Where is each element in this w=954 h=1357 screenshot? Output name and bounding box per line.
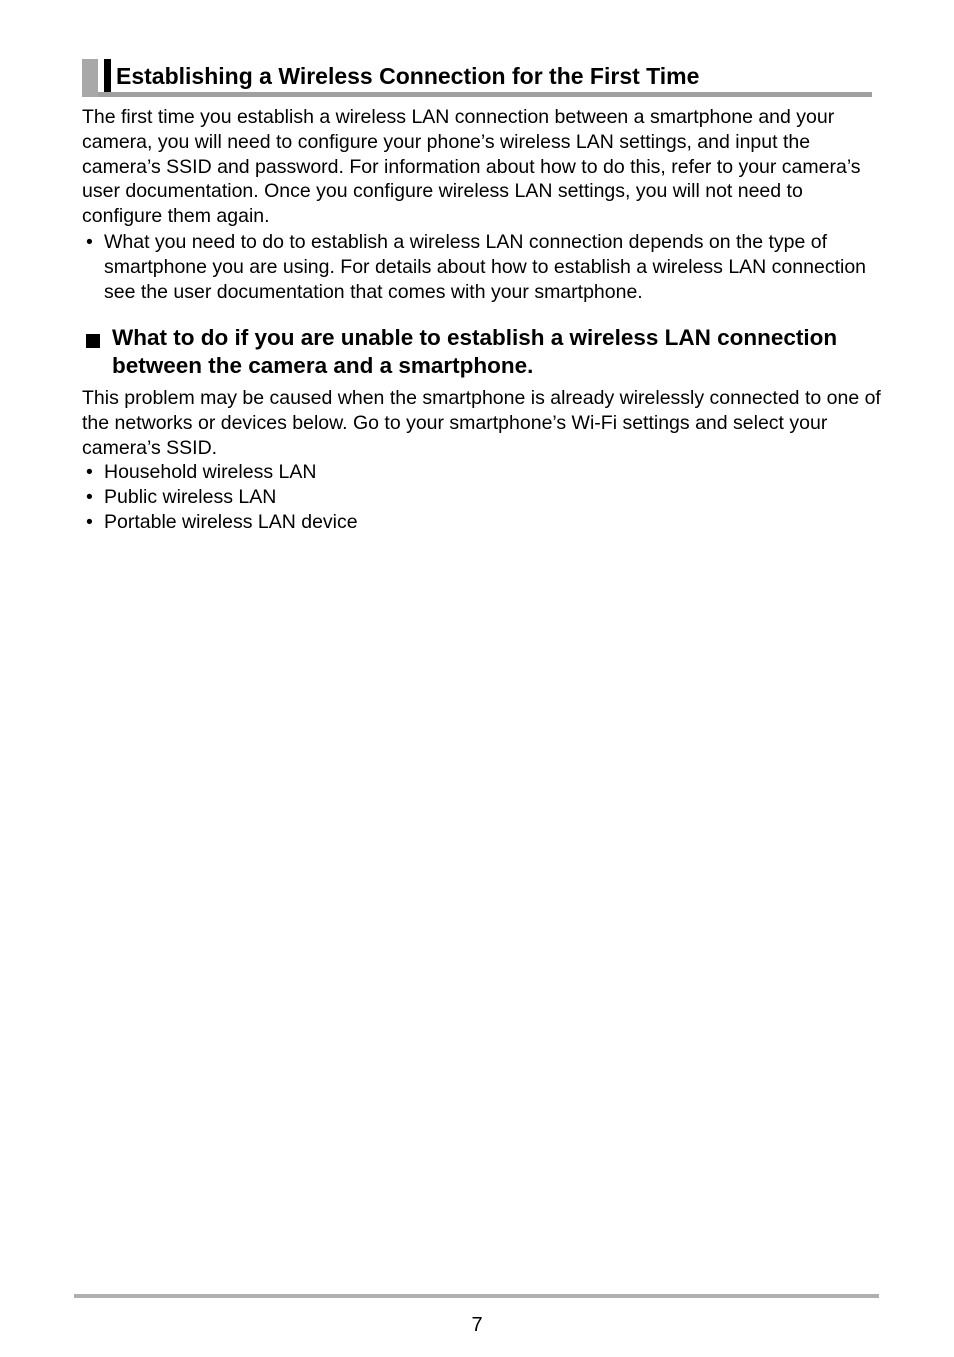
list-item [82,230,882,304]
list-item [82,485,882,510]
subsection-bullet-list [82,460,882,534]
section-bullet-list [82,230,882,304]
square-bullet-icon [86,334,100,348]
list-item-text: Public wireless LAN [104,485,277,508]
list-item [82,460,882,485]
bullet-icon: • [86,461,93,483]
section-title: Establishing a Wireless Connection for the First Time [116,63,700,89]
section-heading [82,59,872,97]
page-number: 7 [471,1314,483,1336]
heading-accent-bar [82,59,98,97]
bullet-icon: • [86,510,93,533]
bullet-icon: • [86,231,93,253]
list-item-text: Household wireless LAN [104,461,317,483]
heading-accent-line [104,59,111,92]
intro-paragraph: The first time you establish a wireless LAN connection between a smartphone and your camera, you will need to configure your phone’s wireless LAN settings, and input the camera’s SSID and password. For information about how to do this, refer to your camera’s user documentation. Once you configure wireless LAN settings, you will not need to configure them again. [82,106,861,228]
bullet-icon: • [86,485,93,508]
list-item [82,510,882,535]
footer-divider [74,1294,879,1298]
list-item-text: Portable wireless LAN device [104,510,358,533]
subsection-heading [82,324,882,380]
subsection-title: What to do if you are unable to establish a wireless LAN connection between the camera and a smartphone. [112,325,838,378]
subsection-paragraph: This problem may be caused when the smartphone is already wirelessly connected to one of the networks or devices below. Go to your smartphone’s Wi-Fi settings and select your camera’s SSID. [82,387,881,459]
list-item-text: What you need to do to establish a wireless LAN connection depends on the type of smartphone you are using. For details about how to establish a wireless LAN connection see the user documentation that comes with your smartphone. [104,231,867,303]
